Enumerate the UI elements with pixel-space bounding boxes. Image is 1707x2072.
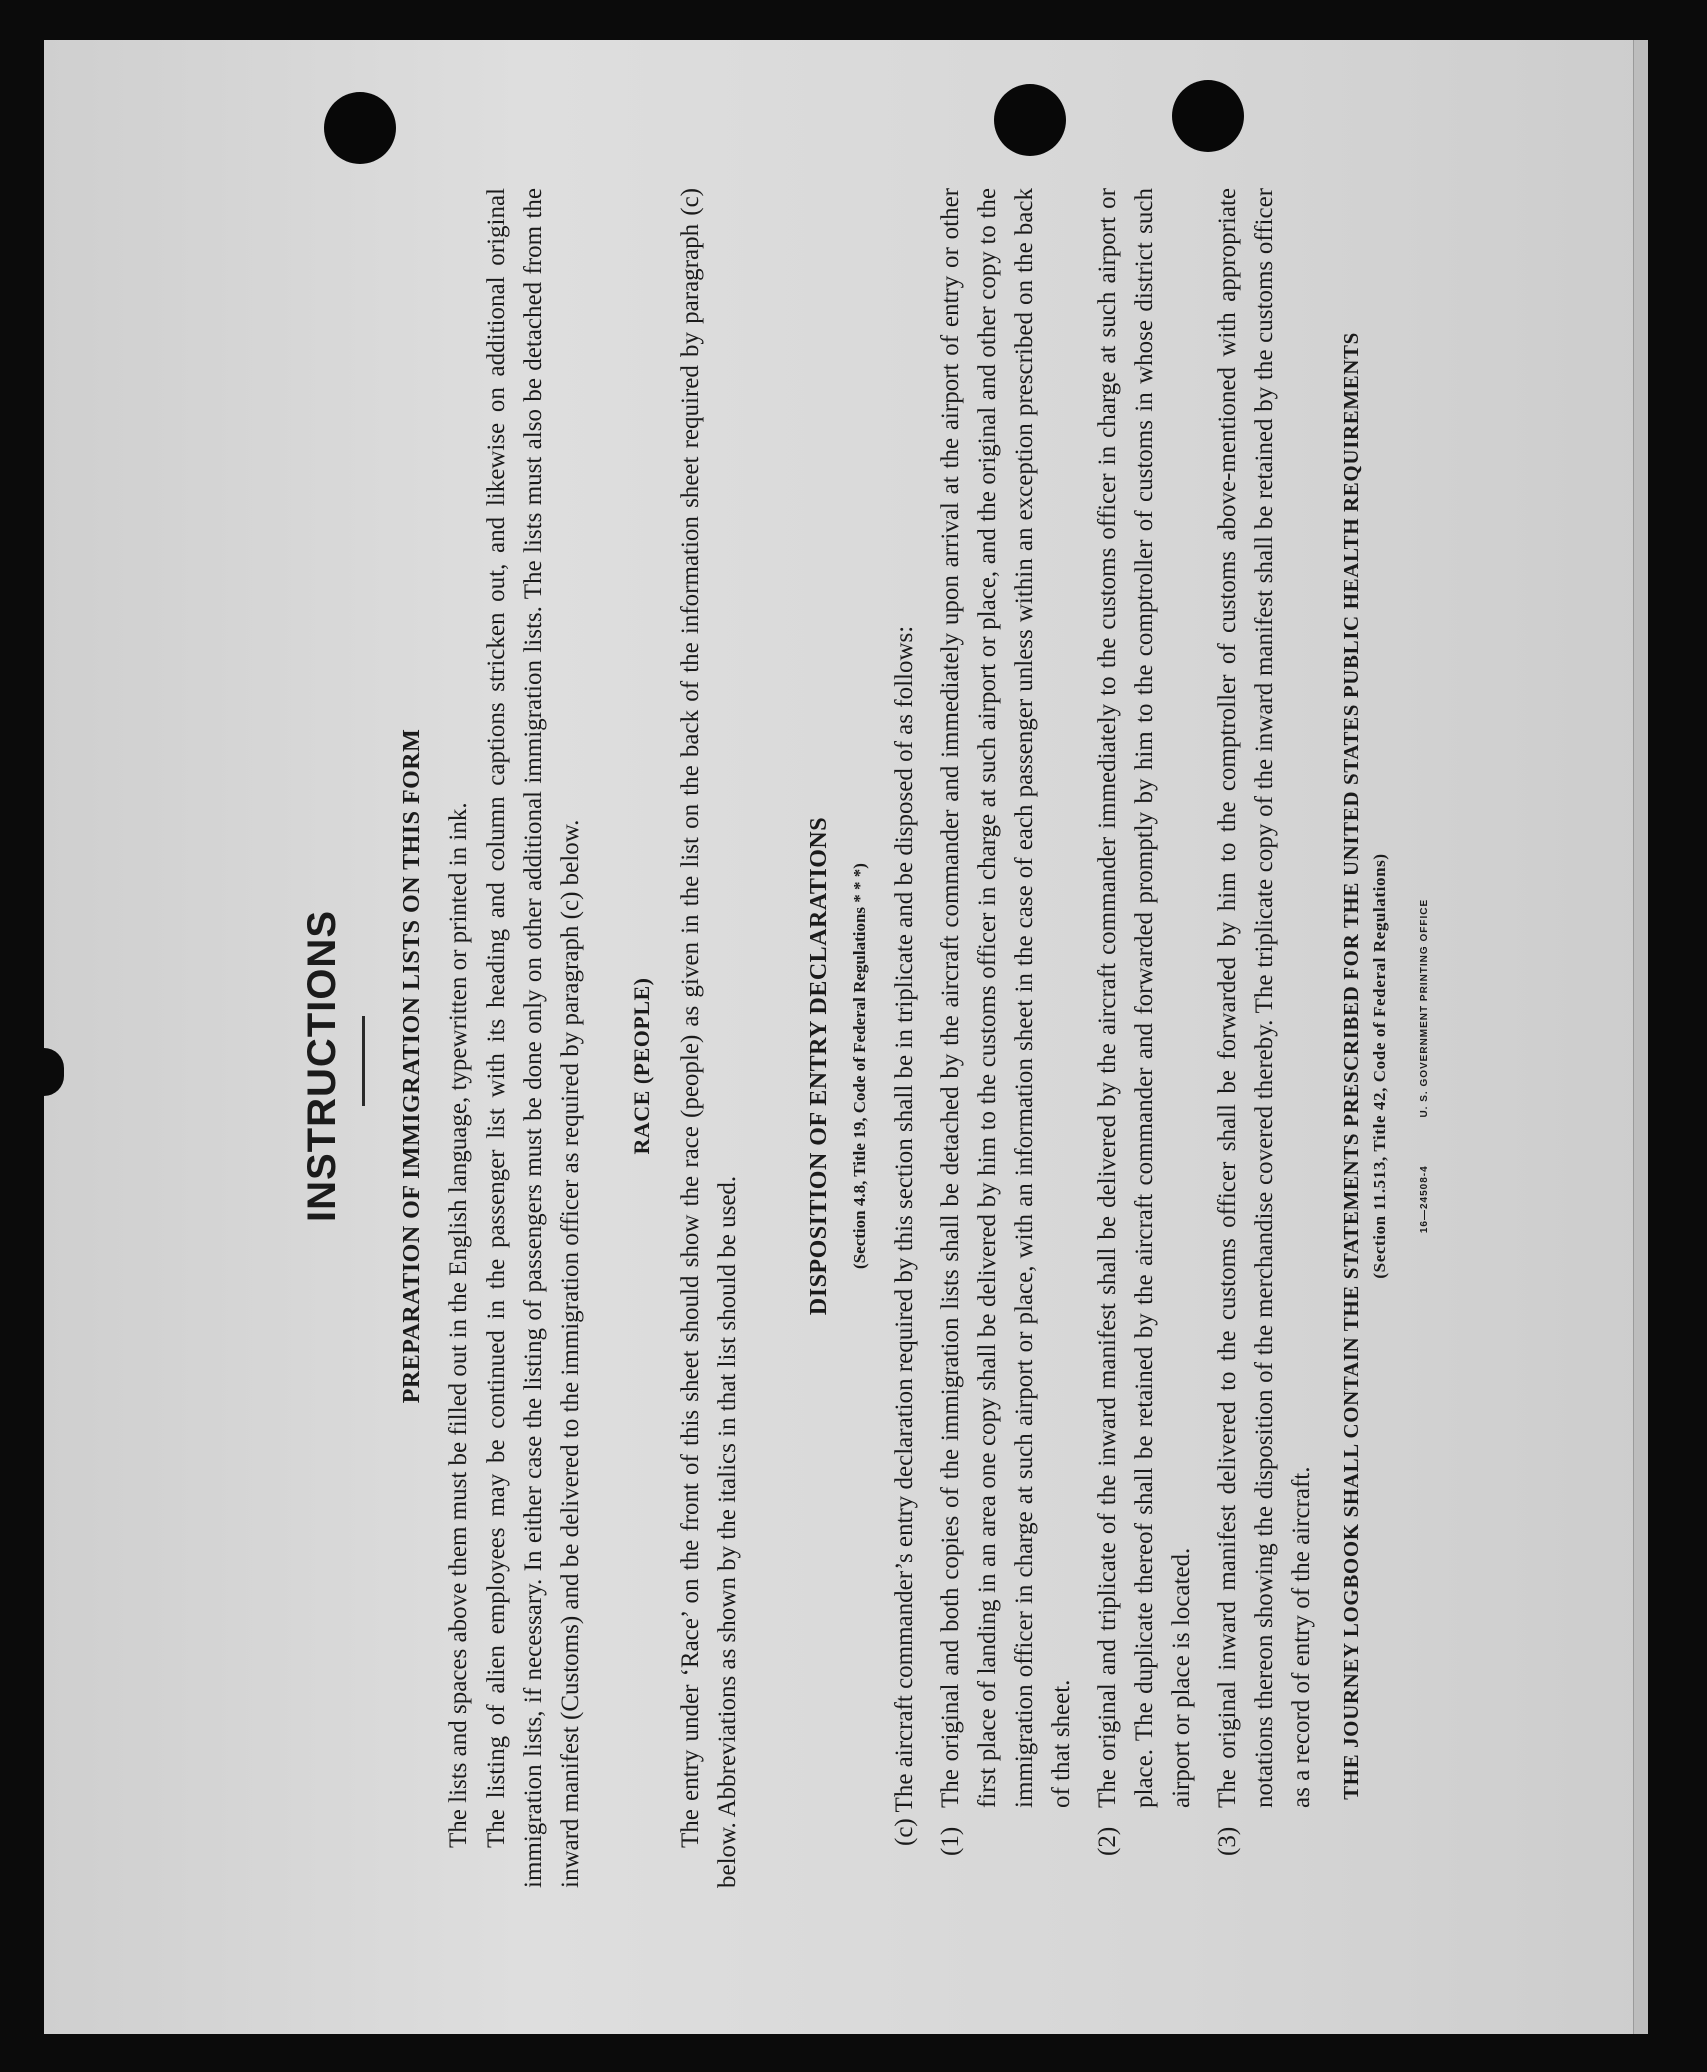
- printer-footer: [1419, 146, 1430, 1986]
- preparation-paragraph-1: The lists and spaces above them must be filled out in the English language, typewritten or printed in ink.: [445, 802, 472, 1848]
- disposition-item-2: [1089, 188, 1200, 1856]
- disposition-heading: DISPOSITION OF ENTRY DECLARATIONS: [806, 816, 832, 1316]
- item-text: The original and triplicate of the inward manifest shall be delivered by the aircraft commander immediately to the customs officer in charge at such airport or place. The duplicate thereof shall be retained by the aircraft commander and forwarded promptly by him to the comptroller of customs in whose district such airport or place is located.: [1094, 188, 1195, 1808]
- disposition-item-1: [932, 188, 1080, 1856]
- disposition-intro: (c) The aircraft commander’s entry declaration required by this section shall be in triplicate and be disposed of as follows:: [891, 625, 918, 1846]
- disposition-citation: (Section 4.8, Title 19, Code of Federal Regulations * * *): [850, 863, 869, 1269]
- left-edge-notch: [44, 1048, 64, 1096]
- page-title: INSTRUCTIONS: [300, 910, 344, 1222]
- item-text: The original and both copies of the immigration lists shall be detached by the aircraft commander and immediately upon arrival at the airport of entry or other first place of landing in an area one copy shall be delivered by him to the customs officer in charge at such airport or place, and the original and other copy to the immigration officer in charge at such airport or place, with an information sheet in the case of each passenger unless within an exception prescribed on the back of that sheet.: [937, 188, 1075, 1808]
- punch-hole-right: [1172, 80, 1244, 152]
- title-rule: [362, 1016, 365, 1106]
- preparation-heading: PREPARATION OF IMMIGRATION LISTS ON THIS FORM: [399, 728, 425, 1404]
- item-number: (3): [1214, 1826, 1241, 1856]
- preparation-paragraph-2: The listing of alien employees may be continued in the passenger list with its heading and column captions stricken out, and likewise on additional original immigration lists, if necessary. In either case the listing of passengers must be done only on other additional immigration lists. The lists must also be detached from the inward manifest (Customs) and be delivered to the immigration officer as required by paragraph (c) below.: [483, 188, 584, 1888]
- item-text: The original inward manifest delivered to the customs officer shall be forwarded by him to the comptroller of customs above-mentioned with appropriate notations thereon showing the disposition of the merchandise covered thereby. The triplicate copy of the inward manifest shall be retained by the customs officer as a record of entry of the aircraft.: [1214, 188, 1315, 1808]
- race-heading: RACE (PEOPLE): [629, 977, 654, 1155]
- rotated-page-content: [294, 146, 1484, 1986]
- printer-name: U. S. GOVERNMENT PRINTING OFFICE: [1419, 898, 1430, 1118]
- disposition-item-3: [1209, 188, 1320, 1856]
- form-number: 16—24508-4: [1419, 1165, 1430, 1234]
- race-paragraph: The entry under ‘Race’ on the front of this sheet should show the race (people) as given in the list on the back of the information sheet required by paragraph (c) below. Abbreviations as shown by the italics in that list should be used.: [677, 188, 741, 1888]
- item-number: (1): [937, 1826, 964, 1856]
- paper-edge: [1633, 40, 1648, 2034]
- paper-sheet: [44, 40, 1648, 2034]
- journey-citation: (Section 11.513, Title 42, Code of Federal Regulations): [1370, 853, 1389, 1279]
- item-number: (2): [1094, 1826, 1121, 1856]
- journey-logbook-statement: [1339, 146, 1390, 1986]
- journey-text: THE JOURNEY LOGBOOK SHALL CONTAIN THE STATEMENTS PRESCRIBED FOR THE UNITED STATES PUBLIC HEALTH REQUIREMENTS: [1339, 332, 1363, 1800]
